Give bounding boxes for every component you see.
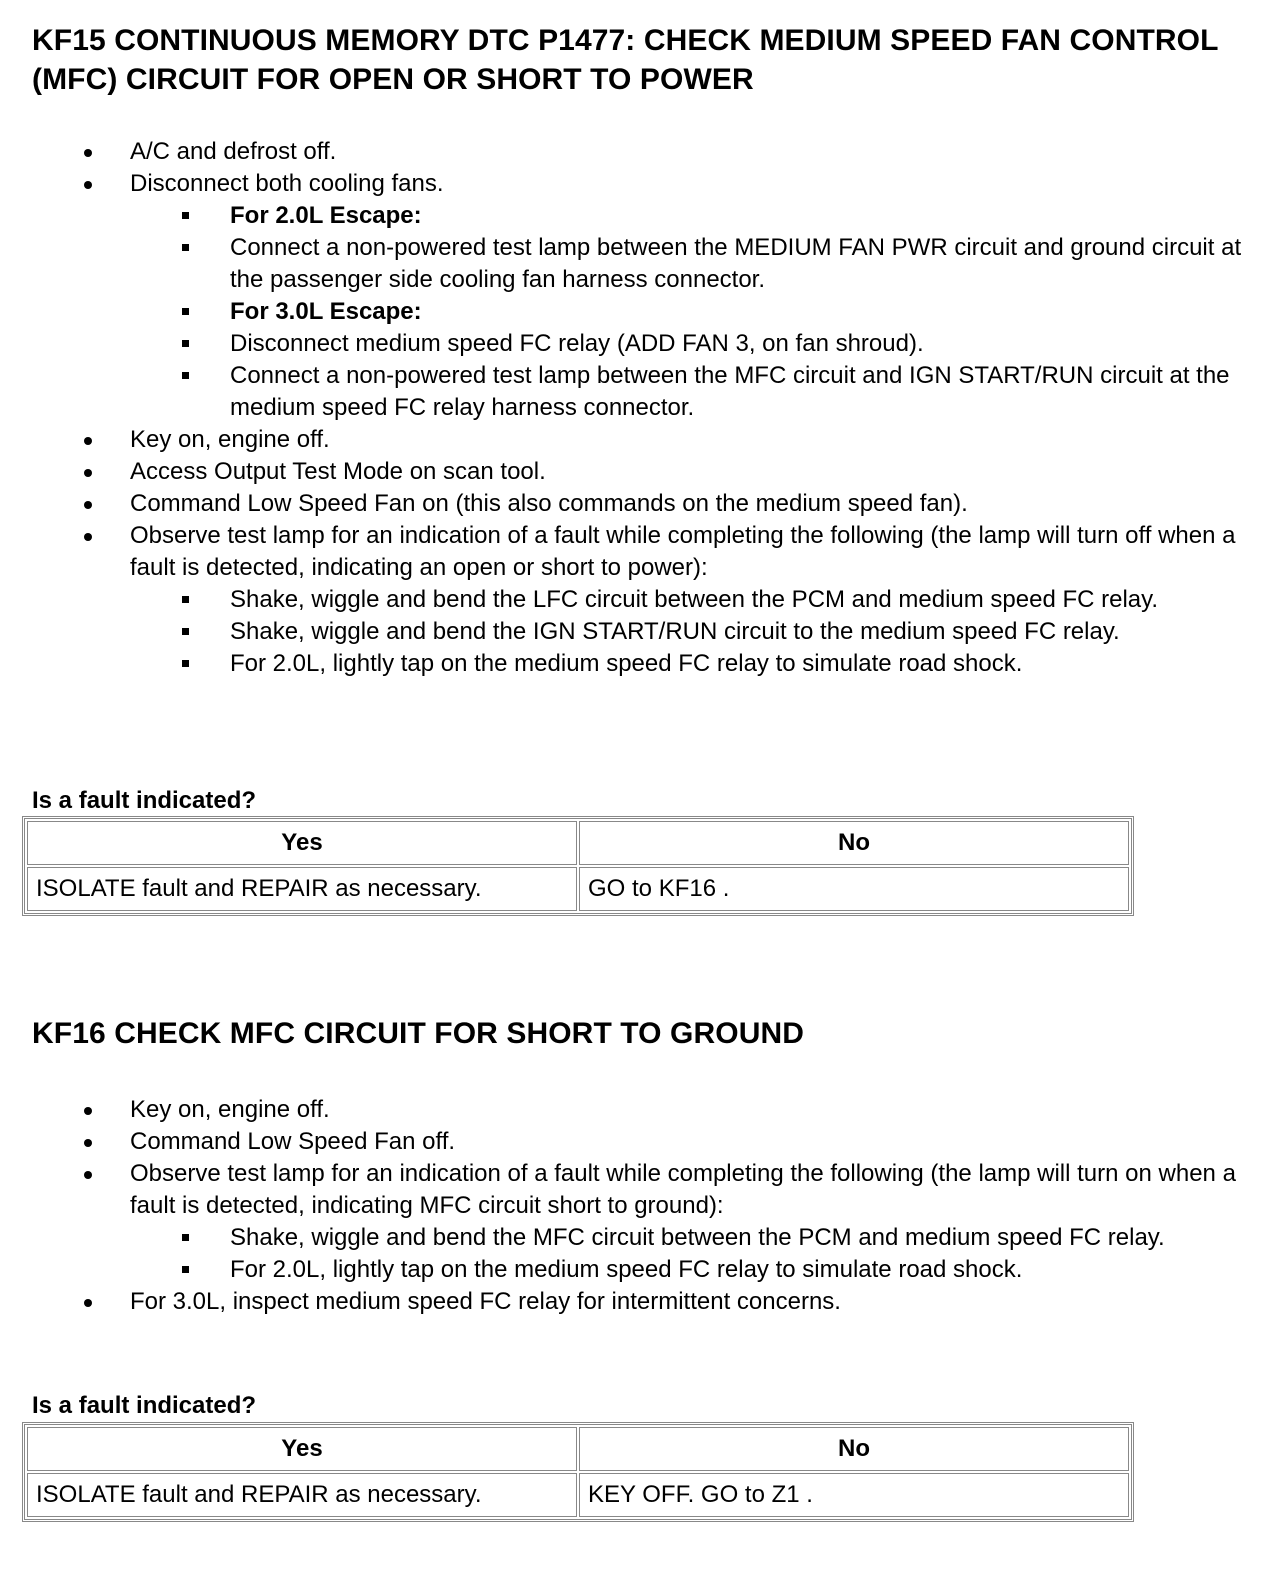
sub-list-item: For 2.0L, lightly tap on the medium speed FC relay to simulate road shock. xyxy=(130,1254,1250,1286)
kf15-steps xyxy=(0,136,1250,680)
no-header: No xyxy=(579,1427,1129,1471)
square-bullet-icon xyxy=(182,1234,189,1241)
kf16-steps xyxy=(0,1094,1250,1318)
list-item: Key on, engine off. xyxy=(0,424,1250,456)
square-bullet-icon xyxy=(182,660,189,667)
list-item: Access Output Test Mode on scan tool. xyxy=(0,456,1250,488)
sub-list-item: Shake, wiggle and bend the MFC circuit between the PCM and medium speed FC relay. xyxy=(130,1222,1250,1254)
square-bullet-icon xyxy=(182,1266,189,1273)
list-item: Disconnect both cooling fans. For 2.0L Escape: Connect a non-powered test lamp between the MEDIUM FAN PWR circuit and ground circuit at the passenger side cooling fan harness connector. For 3.0L Escape: Disconnect medium speed FC relay (ADD FAN 3, on fan shroud). Connect a non-powered test lamp between the MFC circuit and IGN START/RUN circuit at the medium speed FC relay harness connector. xyxy=(0,168,1250,424)
yes-header: Yes xyxy=(27,1427,577,1471)
sub-list-item: Disconnect medium speed FC relay (ADD FAN 3, on fan shroud). xyxy=(130,328,1250,360)
kf15-observe-sublist xyxy=(130,584,1250,680)
list-item: Observe test lamp for an indication of a fault while completing the following (the lamp will turn on when a fault is detected, indicating MFC circuit short to ground): Shake, wiggle and bend the MFC circuit between the PCM and medium speed FC relay. For 2.0L, lightly tap on the medium speed FC relay to simulate road shock. xyxy=(0,1158,1250,1286)
kf15-fans-sublist xyxy=(130,200,1250,424)
square-bullet-icon xyxy=(182,628,189,635)
square-bullet-icon xyxy=(182,212,189,219)
no-action: GO to KF16 . xyxy=(579,867,1129,911)
bullet-icon xyxy=(84,1299,92,1307)
kf16-question: Is a fault indicated? xyxy=(32,1392,257,1419)
bullet-icon xyxy=(84,533,92,541)
bullet-icon xyxy=(84,149,92,157)
no-action: KEY OFF. GO to Z1 . xyxy=(579,1473,1129,1517)
sub-list-item: For 2.0L Escape: xyxy=(130,200,1250,232)
sub-list-item: Connect a non-powered test lamp between the MFC circuit and IGN START/RUN circuit at the medium speed FC relay harness connector. xyxy=(130,360,1250,424)
kf15-title: KF15 CONTINUOUS MEMORY DTC P1477: CHECK MEDIUM SPEED FAN CONTROL (MFC) CIRCUIT FOR OPEN OR SHORT TO POWER xyxy=(32,24,1218,96)
sub-list-item: Shake, wiggle and bend the LFC circuit between the PCM and medium speed FC relay. xyxy=(130,584,1250,616)
square-bullet-icon xyxy=(182,244,189,251)
list-item: For 3.0L, inspect medium speed FC relay for intermittent concerns. xyxy=(0,1286,1250,1318)
bullet-icon xyxy=(84,181,92,189)
bullet-icon xyxy=(84,469,92,477)
square-bullet-icon xyxy=(182,596,189,603)
table-row xyxy=(27,1473,1129,1517)
kf16-title: KF16 CHECK MFC CIRCUIT FOR SHORT TO GROUND xyxy=(32,1017,804,1050)
no-header: No xyxy=(579,821,1129,865)
kf15-result-table xyxy=(22,816,1134,916)
list-item: Command Low Speed Fan on (this also commands on the medium speed fan). xyxy=(0,488,1250,520)
square-bullet-icon xyxy=(182,340,189,347)
yes-action: ISOLATE fault and REPAIR as necessary. xyxy=(27,867,577,911)
bullet-icon xyxy=(84,1171,92,1179)
table-header-row xyxy=(27,821,1129,865)
sub-list-item: For 2.0L, lightly tap on the medium speed FC relay to simulate road shock. xyxy=(130,648,1250,680)
bullet-icon xyxy=(84,437,92,445)
list-item: Key on, engine off. xyxy=(0,1094,1250,1126)
list-item: Command Low Speed Fan off. xyxy=(0,1126,1250,1158)
bullet-icon xyxy=(84,501,92,509)
sub-list-item: Shake, wiggle and bend the IGN START/RUN circuit to the medium speed FC relay. xyxy=(130,616,1250,648)
yes-header: Yes xyxy=(27,821,577,865)
sub-list-item: Connect a non-powered test lamp between the MEDIUM FAN PWR circuit and ground circuit at the passenger side cooling fan harness connector. xyxy=(130,232,1250,296)
table-row xyxy=(27,867,1129,911)
square-bullet-icon xyxy=(182,308,189,315)
kf16-observe-sublist xyxy=(130,1222,1250,1286)
yes-action: ISOLATE fault and REPAIR as necessary. xyxy=(27,1473,577,1517)
kf15-question: Is a fault indicated? xyxy=(32,787,257,814)
bullet-icon xyxy=(84,1139,92,1147)
square-bullet-icon xyxy=(182,372,189,379)
sub-list-item: For 3.0L Escape: xyxy=(130,296,1250,328)
bullet-icon xyxy=(84,1107,92,1115)
list-item: A/C and defrost off. xyxy=(0,136,1250,168)
kf16-result-table xyxy=(22,1422,1134,1522)
table-header-row xyxy=(27,1427,1129,1471)
list-item: Observe test lamp for an indication of a fault while completing the following (the lamp will turn off when a fault is detected, indicating an open or short to power): Shake, wiggle and bend the LFC circuit between the PCM and medium speed FC relay. Shake, wiggle and bend the IGN START/RUN circuit to the medium speed FC relay. For 2.0L, lightly tap on the medium speed FC relay to simulate road shock. xyxy=(0,520,1250,680)
